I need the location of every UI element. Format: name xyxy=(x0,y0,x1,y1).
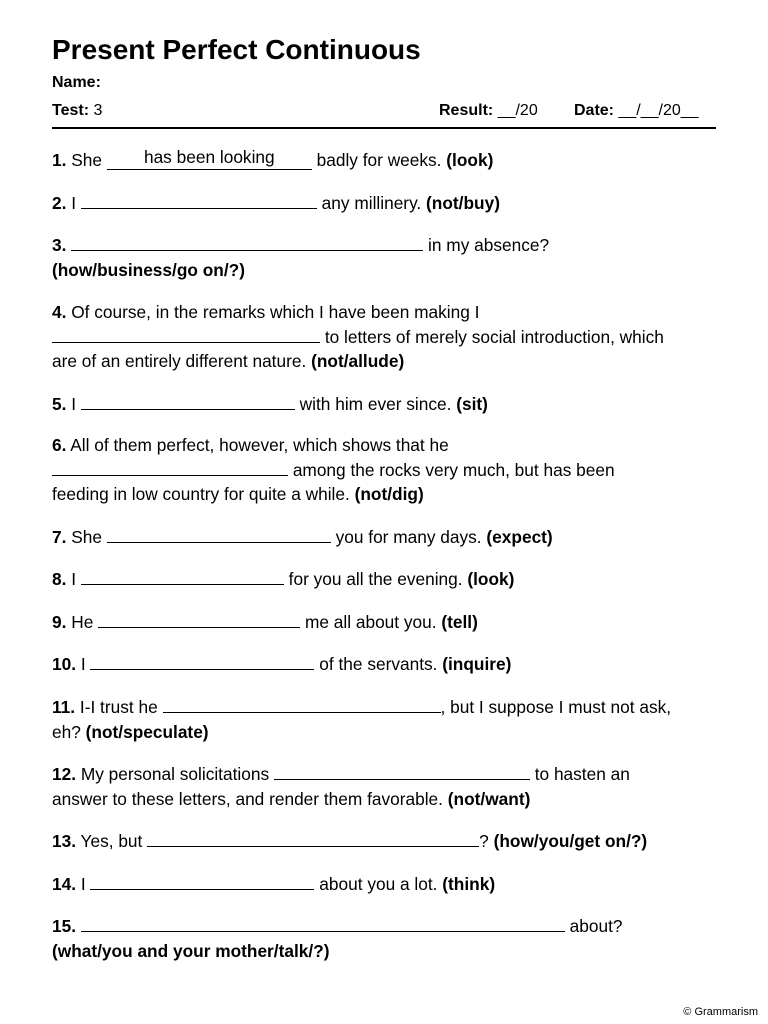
verb-hint: (not/want) xyxy=(447,788,531,809)
verb-hint: (think) xyxy=(442,874,496,894)
exercise-number: 12. xyxy=(52,764,77,784)
exercise-number: 1. xyxy=(52,150,67,170)
exercise-text: for you all the evening. xyxy=(288,569,463,589)
verb-hint: (how/business/go on/?) xyxy=(52,259,245,280)
verb-hint: (how/you/get on/?) xyxy=(493,831,648,851)
exercise-text: I xyxy=(71,193,77,213)
verb-hint: (look) xyxy=(446,150,494,170)
exercise-text: me all about you. xyxy=(304,612,437,632)
exercise-14 xyxy=(52,872,722,897)
header-divider xyxy=(52,127,716,129)
exercise-text: My personal solicitations xyxy=(80,764,270,784)
exercise-number: 13. xyxy=(52,831,77,851)
answer-blank[interactable] xyxy=(81,392,295,410)
filled-answer: has been looking xyxy=(143,147,275,167)
exercise-text: I xyxy=(80,874,86,894)
exercise-number: 14. xyxy=(52,874,77,894)
exercise-text: I xyxy=(71,569,77,589)
exercise-2 xyxy=(52,191,722,216)
verb-hint: (expect) xyxy=(486,527,553,547)
exercise-number: 9. xyxy=(52,612,67,632)
exercise-number: 5. xyxy=(52,394,67,414)
verb-hint: (what/you and your mother/talk/?) xyxy=(52,940,330,961)
exercise-3 xyxy=(52,233,722,282)
exercise-1 xyxy=(52,148,722,173)
answer-blank[interactable] xyxy=(274,762,530,780)
answer-blank[interactable] xyxy=(107,525,331,543)
verb-hint: (not/speculate) xyxy=(85,721,209,742)
exercise-number: 7. xyxy=(52,527,67,547)
exercise-number: 3. xyxy=(52,235,67,255)
answer-blank[interactable] xyxy=(163,695,441,713)
test-number: 3 xyxy=(93,102,103,119)
answer-blank[interactable] xyxy=(81,567,284,585)
exercise-text: you for many days. xyxy=(335,527,482,547)
verb-hint: (not/buy) xyxy=(426,193,500,213)
verb-hint: (not/dig) xyxy=(354,484,424,504)
exercise-text: any millinery. xyxy=(321,193,422,213)
exercise-text: in my absence? xyxy=(428,235,550,255)
answer-blank[interactable] xyxy=(52,458,288,476)
exercise-text: She xyxy=(71,527,102,547)
exercise-number: 2. xyxy=(52,193,67,213)
result-field[interactable] xyxy=(439,100,538,122)
test-info xyxy=(52,100,102,122)
exercise-text: badly for weeks. xyxy=(316,150,442,170)
copyright-notice: © Grammarism xyxy=(683,1006,758,1018)
exercise-text: Of course, in the remarks which I have been making I xyxy=(71,302,480,322)
exercise-number: 4. xyxy=(52,302,67,322)
exercise-text: I-I trust he xyxy=(79,697,158,717)
exercise-text: feeding in low country for quite a while. xyxy=(52,484,350,504)
exercise-text: eh? xyxy=(52,721,81,742)
verb-hint: (inquire) xyxy=(442,654,512,674)
exercise-text: He xyxy=(71,612,94,632)
exercise-number: 11. xyxy=(52,697,76,717)
answer-blank[interactable] xyxy=(90,652,314,670)
answer-blank[interactable] xyxy=(81,914,565,932)
exercise-13 xyxy=(52,829,722,854)
exercise-number: 10. xyxy=(52,654,77,674)
exercise-text: to hasten an xyxy=(534,764,630,784)
exercise-11 xyxy=(52,695,722,744)
exercise-text: , but I suppose I must not ask, xyxy=(440,697,672,717)
exercise-number: 8. xyxy=(52,569,67,589)
exercise-text: Yes, but xyxy=(80,831,143,851)
exercise-number: 15. xyxy=(52,916,77,936)
test-label: Test: xyxy=(52,102,90,119)
verb-hint: (not/allude) xyxy=(311,351,405,371)
exercise-15 xyxy=(52,914,722,963)
exercise-10 xyxy=(52,652,722,677)
name-field[interactable] xyxy=(52,72,101,94)
exercise-text: among the rocks very much, but has been xyxy=(292,459,615,480)
exercise-7 xyxy=(52,525,722,550)
answer-blank[interactable] xyxy=(90,872,314,890)
date-label: Date: xyxy=(574,102,615,119)
exercise-text: She xyxy=(71,150,102,170)
answer-blank[interactable] xyxy=(52,325,320,343)
answer-blank[interactable] xyxy=(81,191,317,209)
exercise-4 xyxy=(52,300,722,374)
verb-hint: (look) xyxy=(467,569,515,589)
exercise-text: I xyxy=(71,394,77,414)
exercise-text: of the servants. xyxy=(319,654,438,674)
exercise-5 xyxy=(52,392,722,417)
exercise-text: are of an entirely different nature. xyxy=(52,351,307,371)
verb-hint: (sit) xyxy=(456,394,488,414)
exercise-6 xyxy=(52,433,722,507)
exercise-text: to letters of merely social introduction, which xyxy=(324,326,664,347)
exercise-number: 6. xyxy=(52,435,67,455)
exercise-9 xyxy=(52,610,722,635)
verb-hint: (tell) xyxy=(441,612,478,632)
exercise-text: ? xyxy=(479,831,489,851)
result-label: Result: xyxy=(439,102,494,119)
exercise-text: about you a lot. xyxy=(319,874,438,894)
exercise-text: with him ever since. xyxy=(299,394,452,414)
exercise-text: answer to these letters, and render them favorable. xyxy=(52,788,443,809)
answer-blank[interactable] xyxy=(98,610,300,628)
name-label: Name: xyxy=(52,74,101,91)
page-title: Present Perfect Continuous xyxy=(52,34,421,65)
date-value: __/__/20__ xyxy=(618,102,699,119)
exercise-text: I xyxy=(80,654,86,674)
answer-blank[interactable] xyxy=(147,829,479,847)
exercise-12 xyxy=(52,762,722,811)
exercise-8 xyxy=(52,567,722,592)
date-field[interactable] xyxy=(574,100,699,122)
exercise-text: about? xyxy=(569,916,623,936)
answer-blank[interactable] xyxy=(107,147,312,170)
exercise-text: All of them perfect, however, which shows that he xyxy=(70,435,449,455)
result-value: __/20 xyxy=(497,102,538,119)
answer-blank[interactable] xyxy=(71,233,423,251)
